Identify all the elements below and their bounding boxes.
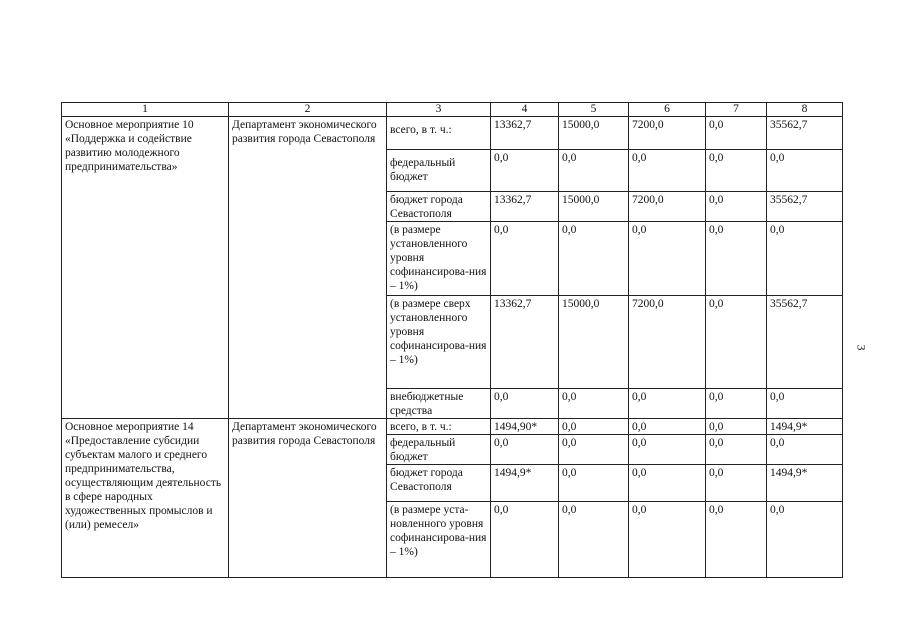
measure-name: Основное мероприятие 14 «Предоставление субсидии субъектам малого и среднего предпринимательства, осуществляющим деятельность в сфере народных художественных промыслов и (или) ремесел» [62, 419, 229, 578]
page-number: 3 [854, 344, 869, 351]
value-cell: 0,0 [706, 192, 767, 222]
measure-name: Основное мероприятие 10 «Поддержка и содействие развитию молодежного предпринимательства» [62, 117, 229, 419]
value-cell: 0,0 [559, 222, 629, 296]
funding-source: (в размере сверх установленного уровня софинансирова-ния – 1%) [387, 296, 491, 389]
funding-source: всего, в т. ч.: [387, 117, 491, 150]
value-cell: 0,0 [706, 222, 767, 296]
value-cell: 13362,7 [491, 192, 559, 222]
value-cell: 0,0 [491, 150, 559, 192]
value-cell: 0,0 [559, 150, 629, 192]
funding-source: бюджет города Севастополя [387, 465, 491, 502]
value-cell: 0,0 [559, 389, 629, 419]
funding-source: федеральный бюджет [387, 150, 491, 192]
value-cell: 1494,9* [767, 465, 843, 502]
header-cell: 6 [629, 103, 706, 117]
header-cell: 1 [62, 103, 229, 117]
value-cell: 0,0 [706, 117, 767, 150]
measure-executor: Департамент экономического развития города Севастополя [229, 419, 387, 578]
value-cell: 0,0 [491, 389, 559, 419]
value-cell: 7200,0 [629, 296, 706, 389]
header-cell: 7 [706, 103, 767, 117]
value-cell: 0,0 [491, 435, 559, 465]
funding-source: всего, в т. ч.: [387, 419, 491, 435]
funding-source: бюджет города Севастополя [387, 192, 491, 222]
value-cell: 15000,0 [559, 296, 629, 389]
header-cell: 8 [767, 103, 843, 117]
financing-table [61, 102, 843, 578]
header-cell: 2 [229, 103, 387, 117]
value-cell: 0,0 [559, 435, 629, 465]
value-cell: 0,0 [629, 465, 706, 502]
funding-source: (в размере уста-новленного уровня софинансирова-ния – 1%) [387, 502, 491, 578]
value-cell: 0,0 [629, 150, 706, 192]
value-cell: 0,0 [706, 465, 767, 502]
value-cell: 0,0 [706, 389, 767, 419]
value-cell: 0,0 [767, 389, 843, 419]
value-cell: 35562,7 [767, 117, 843, 150]
table-row [62, 117, 843, 150]
value-cell: 0,0 [767, 150, 843, 192]
table-row [62, 419, 843, 435]
header-cell: 5 [559, 103, 629, 117]
value-cell: 0,0 [629, 419, 706, 435]
value-cell: 0,0 [491, 502, 559, 578]
header-cell: 4 [491, 103, 559, 117]
value-cell: 0,0 [706, 419, 767, 435]
value-cell: 0,0 [706, 296, 767, 389]
value-cell: 0,0 [767, 502, 843, 578]
value-cell: 0,0 [629, 389, 706, 419]
value-cell: 0,0 [559, 419, 629, 435]
value-cell: 0,0 [629, 435, 706, 465]
funding-source: (в размере установленного уровня софинансирова-ния – 1%) [387, 222, 491, 296]
value-cell: 0,0 [559, 502, 629, 578]
value-cell: 1494,9* [767, 419, 843, 435]
value-cell: 0,0 [629, 502, 706, 578]
measure-executor: Департамент экономического развития города Севастополя [229, 117, 387, 419]
funding-source: внебюджетные средства [387, 389, 491, 419]
value-cell: 13362,7 [491, 296, 559, 389]
value-cell: 0,0 [706, 435, 767, 465]
header-row [62, 103, 843, 117]
value-cell: 7200,0 [629, 192, 706, 222]
value-cell: 0,0 [767, 435, 843, 465]
value-cell: 0,0 [706, 150, 767, 192]
value-cell: 15000,0 [559, 192, 629, 222]
value-cell: 0,0 [559, 465, 629, 502]
value-cell: 35562,7 [767, 192, 843, 222]
value-cell: 0,0 [706, 502, 767, 578]
value-cell: 1494,90* [491, 419, 559, 435]
header-cell: 3 [387, 103, 491, 117]
value-cell: 0,0 [629, 222, 706, 296]
value-cell: 15000,0 [559, 117, 629, 150]
value-cell: 0,0 [767, 222, 843, 296]
value-cell: 0,0 [491, 222, 559, 296]
value-cell: 1494,9* [491, 465, 559, 502]
value-cell: 35562,7 [767, 296, 843, 389]
value-cell: 13362,7 [491, 117, 559, 150]
value-cell: 7200,0 [629, 117, 706, 150]
funding-source: федеральный бюджет [387, 435, 491, 465]
